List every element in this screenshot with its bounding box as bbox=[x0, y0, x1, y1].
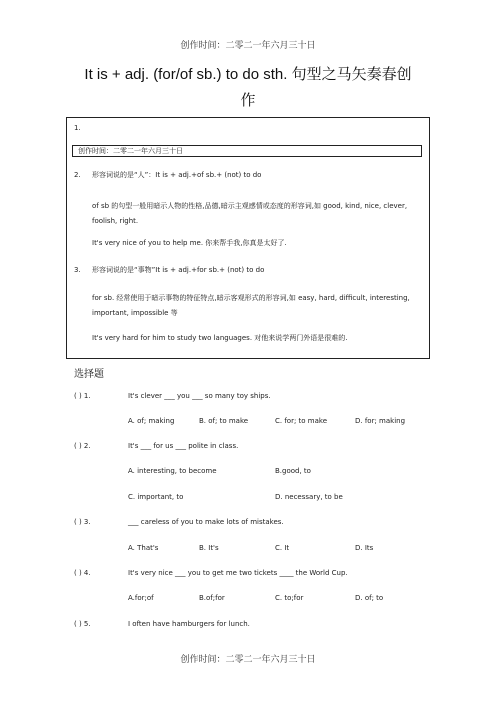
option-c: C. to;for bbox=[275, 594, 304, 602]
question-number: ( ) 1. bbox=[74, 392, 91, 400]
title-line-2: 作 bbox=[240, 92, 256, 109]
section-title: 选择题 bbox=[74, 369, 104, 380]
question-number: ( ) 3. bbox=[74, 518, 91, 526]
inner-time-label: 创作时间：二零二一年六月三十日 bbox=[78, 147, 183, 155]
item-2-number: 2. bbox=[74, 171, 81, 179]
question-number: ( ) 5. bbox=[74, 620, 91, 628]
question-number: ( ) 2. bbox=[74, 442, 91, 450]
option-c: C. important, to bbox=[128, 493, 184, 501]
item-2-heading: 形容词说的是“人”：It is + adj.+of sb.+ (not) to do bbox=[92, 171, 262, 179]
question-stem: It's ___ for us ___ polite in class. bbox=[128, 442, 239, 450]
option-a: A. interesting, to become bbox=[128, 467, 217, 475]
document-title bbox=[60, 62, 436, 114]
option-a: A. That's bbox=[128, 544, 159, 552]
option-c: C. It bbox=[275, 544, 290, 552]
question-stem: It's very nice ___ you to get me two tickets ____ the World Cup. bbox=[128, 569, 348, 577]
option-d: D. of; to bbox=[355, 594, 384, 602]
item-1-number: 1. bbox=[74, 124, 81, 132]
item-3-description: for sb. 经常使用于暗示事物的特征特点,暗示客观形式的形容词,如 easy, hard, difficult, interesting, important, impossible 等 bbox=[92, 294, 410, 317]
item-3-number: 3. bbox=[74, 266, 81, 274]
item-3-example: It's very hard for him to study two languages. 对他来说学两门外语是很难的. bbox=[92, 334, 348, 342]
option-d: D. Its bbox=[355, 544, 374, 552]
page-footer: 创作时间：二零二一年六月三十日 bbox=[180, 655, 316, 665]
question-stem: I often have hamburgers for lunch. bbox=[128, 620, 250, 628]
inner-time-box bbox=[72, 145, 422, 157]
page-header: 创作时间：二零二一年六月三十日 bbox=[180, 41, 316, 51]
option-b: B. of; to make bbox=[199, 417, 249, 425]
option-d: D. necessary, to be bbox=[275, 493, 343, 501]
option-b: B. It's bbox=[199, 544, 219, 552]
question-stem: ___ careless of you to make lots of mistakes. bbox=[128, 518, 284, 526]
option-c: C. for; to make bbox=[275, 417, 328, 425]
option-b: B.good, to bbox=[275, 467, 311, 475]
item-2-description: of sb 的句型一般用暗示人物的性格,品德,暗示主观感情或态度的形容词,如 good, kind, nice, clever, foolish, right. bbox=[92, 202, 408, 225]
item-2-example: It's very nice of you to help me. 你来帮手我,你真是太好了. bbox=[92, 239, 287, 247]
option-a: A. of; making bbox=[128, 417, 175, 425]
question-number: ( ) 4. bbox=[74, 569, 91, 577]
option-b: B.of;for bbox=[199, 594, 225, 602]
title-line-1: It is + adj. (for/of sb.) to do sth. 句型之马矢奏春创 bbox=[84, 66, 412, 83]
option-a: A.for;of bbox=[128, 594, 154, 602]
question-stem: It's clever ___ you ___ so many toy ships. bbox=[128, 392, 271, 400]
item-3-heading: 形容词说的是“事物”It is + adj.+for sb.+ (not) to do bbox=[92, 266, 265, 274]
option-d: D. for; making bbox=[355, 417, 406, 425]
